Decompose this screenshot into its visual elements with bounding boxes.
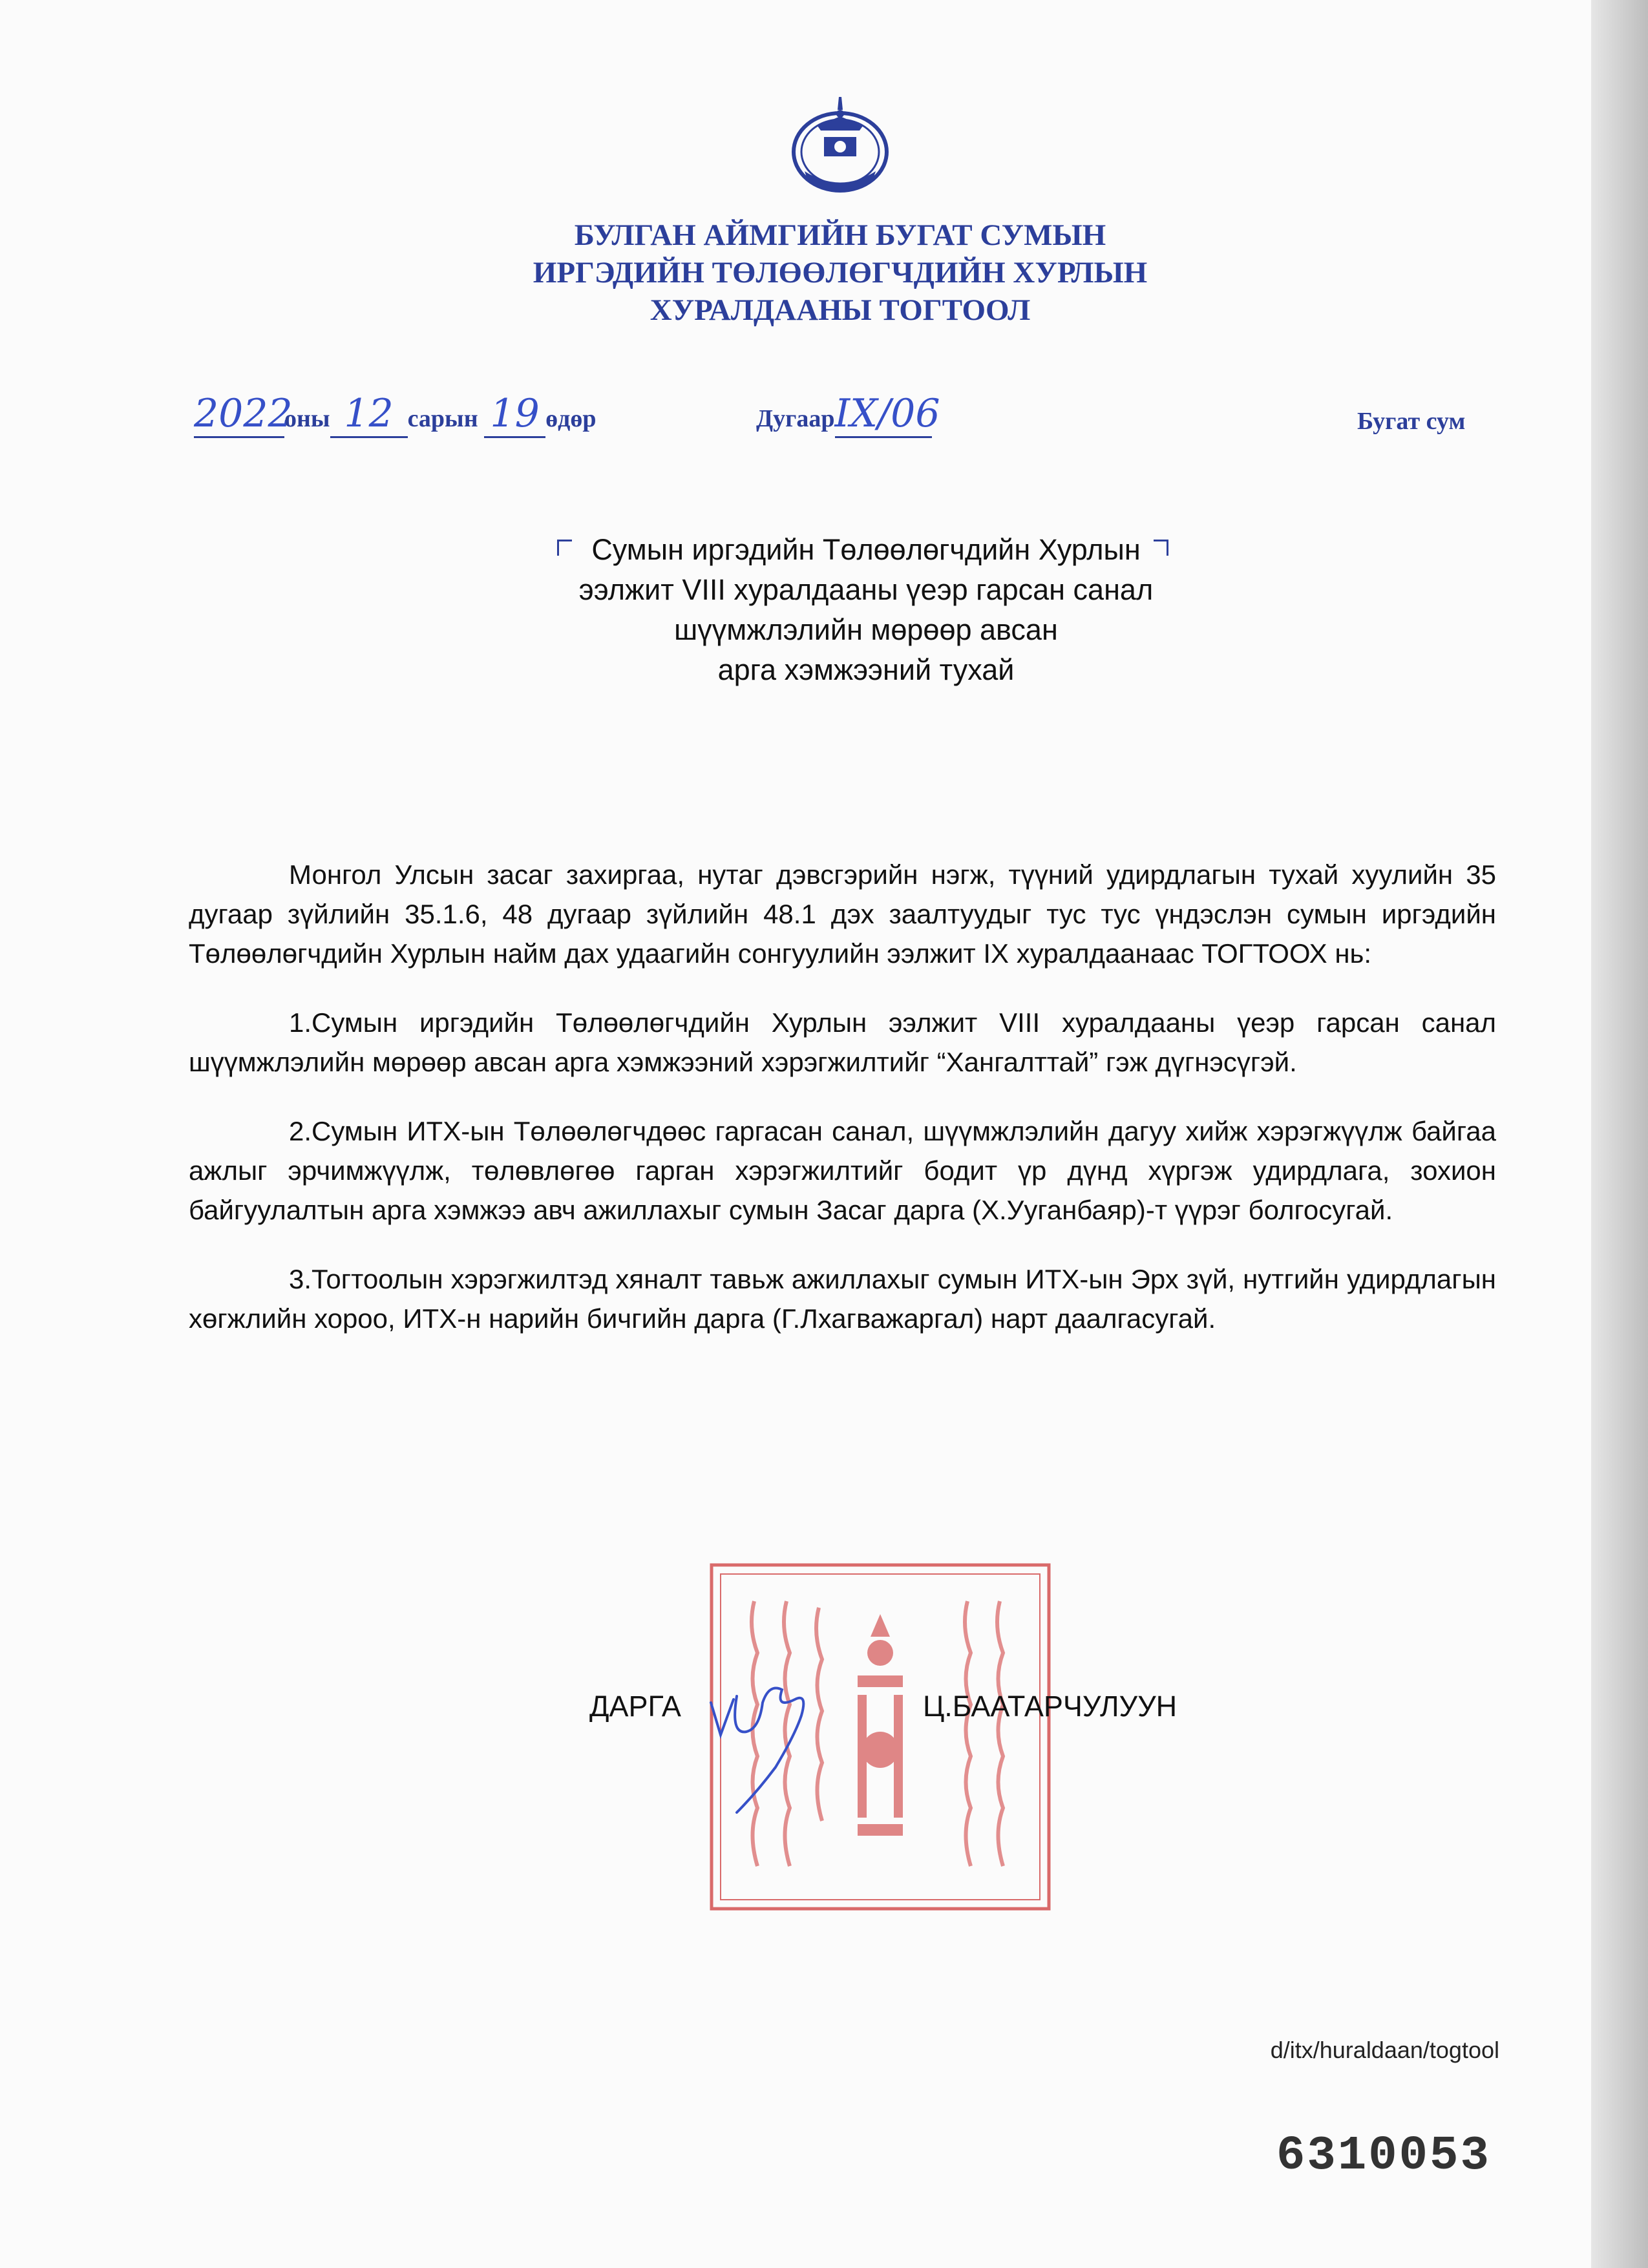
- resolution-item-1: 1.Сумын иргэдийн Төлөөлөгчдийн Хурлын ээлжит VIII хуралдааны үеэр гарсан санал шүүмжлэлийн мөрөөр авсан арга хэмжээний хэрэгжилтийг “Хангалттай” гэж дүгнэсүгэй.: [189, 1007, 1496, 1077]
- header-line-2: ИРГЭДИЙН ТӨЛӨӨЛӨГЧДИЙН ХУРЛЫН: [533, 256, 1148, 289]
- resolution-body: [189, 855, 1496, 1338]
- scan-edge: [1591, 0, 1648, 2268]
- day-value: 19: [484, 391, 545, 438]
- number-value: IX/06: [835, 391, 932, 438]
- date-field: [194, 391, 596, 438]
- signatory-title: ДАРГА: [589, 1690, 681, 1723]
- subject-line-3: шүүмжлэлийн мөрөөр авсан: [674, 613, 1058, 646]
- serial-number: 6310053: [1276, 2129, 1491, 2183]
- month-value: 12: [330, 391, 408, 438]
- number-label: Дугаар: [756, 405, 835, 432]
- subject-line-1: Сумын иргэдийн Төлөөлөгчдийн Хурлын: [591, 533, 1141, 566]
- state-emblem-icon: [769, 90, 911, 207]
- year-value: 2022: [194, 391, 284, 438]
- subject-line-4: арга хэмжээний тухай: [717, 653, 1015, 686]
- resolution-subject: [543, 530, 1189, 690]
- year-label: оны: [284, 405, 330, 432]
- signatory-name: Ц.БААТАРЧУЛУУН: [923, 1690, 1178, 1723]
- subject-line-2: ээлжит VIII хуралдааны үеэр гарсан санал: [578, 573, 1154, 606]
- place-name: Бугат сум: [1357, 408, 1466, 435]
- header-line-3: ХУРАЛДААНЫ ТОГТООЛ: [650, 293, 1031, 327]
- document-reference: d/itx/huraldaan/togtool: [1270, 2037, 1499, 2063]
- number-field: [756, 391, 940, 438]
- resolution-item-3: 3.Тогтоолын хэрэгжилтэд хяналт тавьж ажиллахыг сумын ИТХ-ын Эрх зүй, нутгийн удирдлагын хөгжлийн хороо, ИТХ-н нарийн бичгийн дарга (Г.Лхагважаргал) нарт даалгасугай.: [189, 1264, 1496, 1334]
- day-label: өдөр: [545, 405, 597, 432]
- month-label: сарын: [407, 405, 478, 432]
- resolution-item-2: 2.Сумын ИТХ-ын Төлөөлөгчдөөс гаргасан санал, шүүмжлэлийн дагуу хийж хэрэгжүүлж байгаа ажлыг эрчимжүүлж, төлөвлөгөө гарган хэрэгжилтийг бодит үр дүнд хүргэж удирдлага, зохион байгуулалтын арга хэмжээ авч ажиллахыг сумын Засаг дарга (Х.Ууганбаяр)-т үүрэг болгосугай.: [189, 1116, 1496, 1225]
- header-line-1: БУЛГАН АЙМГИЙН БУГАТ СУМЫН: [574, 218, 1106, 252]
- handwritten-signature: [698, 1664, 834, 1819]
- preamble-paragraph: Монгол Улсын засаг захиргаа, нутаг дэвсгэрийн нэгж, түүний удирдлагын тухай хуулийн 35 дугаар зүйлийн 35.1.6, 48 дугаар зүйлийн 48.1 дэх заалтуудыг тус тус үндэслэн сумын иргэдийн Төлөөлөгчдийн Хурлын найм дах удаагийн сонгуулийн ээлжит IX хуралдаанаас ТОГТООХ нь:: [189, 859, 1496, 969]
